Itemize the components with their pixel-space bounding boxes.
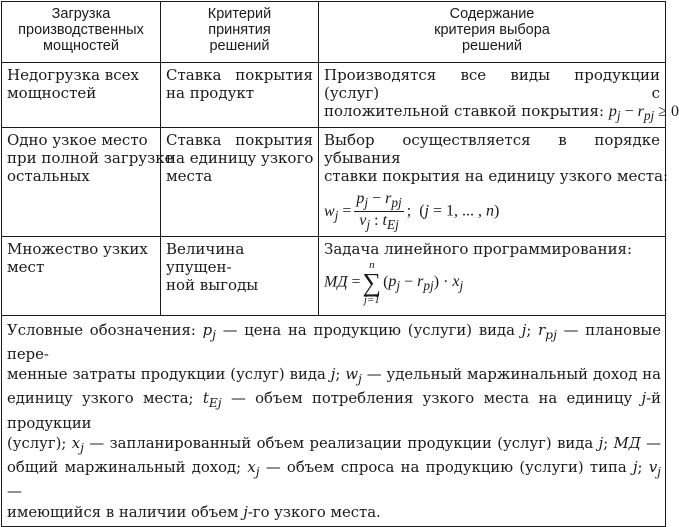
cell-text: Задача линейного программирования: bbox=[324, 239, 633, 258]
notes-line: менные затраты продукции (услуг) вида j; $w_j$ — удельный маржинальный доход на bbox=[7, 366, 661, 387]
content-cell bbox=[319, 236, 666, 315]
cell-text: ставки покрытия на единицу узкого места: bbox=[324, 167, 669, 186]
notes-line: (услуг); $x_j$ — запланированный объем реализации продукции (услуг) вида j; МД — bbox=[7, 434, 661, 455]
cell-text bbox=[324, 102, 679, 125]
cell-text: Производятся все виды продукции (услуг) с bbox=[324, 66, 660, 102]
cell-text: Выбор осуществляется в порядке убывания bbox=[324, 131, 660, 168]
situation-cell bbox=[2, 236, 161, 315]
table-row bbox=[2, 236, 666, 315]
situation-cell bbox=[2, 128, 174, 236]
content-cell bbox=[319, 63, 679, 128]
notes-cell bbox=[2, 315, 666, 526]
header-text: решений bbox=[461, 38, 523, 54]
header-text: решений bbox=[209, 38, 270, 54]
header-text: Критерий bbox=[207, 6, 272, 22]
formula-unit-margin: $w_j$ = $\frac{p_j - r_{pj}}{v_j : t_{Ej}}$ ; (j = 1, ... , n) bbox=[324, 190, 500, 233]
header-criterion bbox=[161, 2, 319, 63]
notes-line: общий маржинальный доход; $x_j$ — объем спроса на продукцию (услуги) типа j; $v_j$ — bbox=[7, 459, 661, 501]
header-text: Загрузка bbox=[51, 6, 111, 22]
criterion-cell bbox=[161, 63, 319, 128]
cell-text: на продукт bbox=[166, 84, 255, 102]
notes-line: Условные обозначения: $p_j$ — цена на продукцию (услуги) вида j; $r_{pj}$ — плановые пере- bbox=[7, 321, 661, 363]
notes-line: единицу узкого места; $t_{Ej}$ — объем потребления узкого места на единицу j-й продукции bbox=[7, 390, 661, 432]
formula-total-margin: МД = n ∑ j=1 $(p_j - r_{pj}) \cdot x_j$ bbox=[324, 258, 464, 306]
header-text: критерия выбора bbox=[434, 22, 550, 38]
situation-cell bbox=[2, 63, 161, 128]
header-text: мощностей bbox=[43, 38, 119, 54]
cell-text: на единицу узкого bbox=[166, 149, 314, 168]
cell-text: остальных bbox=[7, 167, 90, 186]
cell-text-part: положительной ставкой покрытия: bbox=[324, 102, 605, 120]
table-row bbox=[2, 63, 666, 128]
criterion-cell bbox=[161, 236, 319, 315]
notes-line: имеющийся в наличии объем j-го узкого места. bbox=[7, 503, 381, 521]
header-text: Содержание bbox=[449, 6, 535, 22]
table-row bbox=[2, 128, 666, 236]
cell-text: Одно узкое место bbox=[7, 131, 148, 150]
cell-text: мощностей bbox=[7, 84, 97, 102]
header-text: принятия bbox=[208, 22, 271, 38]
cell-text: мест bbox=[7, 257, 45, 276]
cell-text: Множество узких bbox=[7, 239, 148, 258]
formula-nonnegative-margin: $p_j - r_{pj} \ge 0$ bbox=[608, 103, 679, 124]
cell-text: при полной загрузке bbox=[7, 149, 174, 168]
cell-text: ной выгоды bbox=[166, 275, 259, 294]
cell-text: места bbox=[166, 167, 213, 186]
header-text: производственных bbox=[18, 22, 144, 38]
cell-text: Ставка покрытия bbox=[166, 66, 313, 84]
header-content bbox=[319, 2, 666, 63]
cell-text: Ставка покрытия bbox=[166, 131, 313, 150]
cell-text: Недогрузка всех bbox=[7, 66, 139, 84]
header-row bbox=[2, 2, 666, 63]
notes-row bbox=[2, 315, 666, 526]
header-load bbox=[2, 2, 161, 63]
cell-text: Величина упущен- bbox=[166, 239, 245, 276]
content-cell bbox=[319, 128, 669, 236]
criterion-cell bbox=[161, 128, 319, 236]
criteria-table bbox=[1, 1, 679, 527]
